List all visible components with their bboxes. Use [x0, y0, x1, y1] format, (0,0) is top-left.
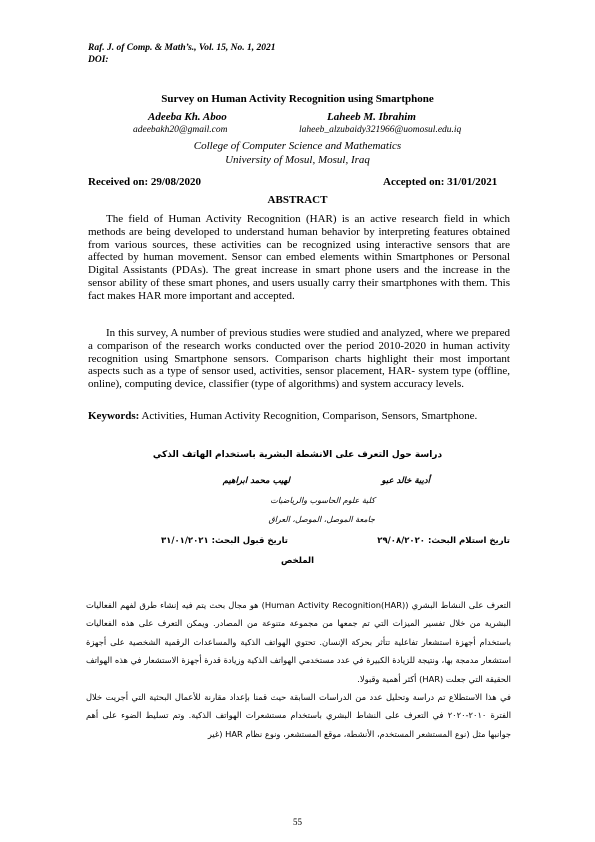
accepted-date: Accepted on: 31/01/2021	[383, 176, 498, 188]
arabic-university: جامعة الموصل، الموصل، العراق	[268, 515, 375, 524]
arabic-received-date: تاريخ استلام البحث: ٢٩/٠٨/٢٠٢٠	[377, 536, 510, 546]
author-2-email[interactable]: laheeb_alzubaidy321966@uomosul.edu.iq	[299, 125, 462, 135]
abstract-heading: ABSTRACT	[267, 194, 328, 206]
arabic-paragraph-2: في هذا الاستطلاع تم دراسة وتحليل عدد من الدراسات السابقة حيث قمنا بإعداد مقارنة للأعمال البحثية التي أجريت خلال الفترة ٢٠١٠-٢٠٢٠ في التعرف على النشاط البشري باستخدام مستشعرات الهواتف الذكية. وتم تسليط الضوء على أهم جوانبها مثل (نوع المستشعر المستخدم، الأنشطة، موقع المستشعر، ونوع نظام HAR (غير	[86, 692, 511, 739]
arabic-accepted-date: تاريخ قبول البحث: ٣١/٠١/٢٠٢١	[160, 536, 288, 546]
arabic-paragraph-1: التعرف على النشاط البشري (Human Activity Recognition(HAR)) هو مجال بحث يتم فيه إنشاء طرق لفهم الفعاليات البشرية من خلال تفسير الميزات التي تم جمعها من مجموعة متنوعة من المصادر. ويمكن التعرف على هذه الفعاليات باستخدام أجهزة استشعار تفاعلية تتأثر بحركة الإنسان. تحتوي الهواتف الذكية والمساعدات الرقمية الشخصية على أجهزة استشعار مدمجة بها، ونتيجة للزيادة الكبيرة في عدد مستخدمي الهواتف الذكية وزيادة قدرة أجهزة الاستشعار في هذه الهواتف الحقيقة التي جعلت (HAR) أكثر أهمية وقبولا.	[86, 600, 511, 684]
journal-citation: Raf. J. of Comp. & Math’s., Vol. 15, No. 1, 2021	[88, 43, 276, 53]
doi-label: DOI:	[88, 55, 109, 65]
arabic-author-1: أديبة خالد عبو	[381, 476, 430, 486]
journal-header	[88, 42, 275, 66]
arabic-abstract-heading: الملخص	[281, 556, 314, 566]
arabic-author-2: لهيب محمد ابراهيم	[222, 476, 290, 486]
author-1-name: Adeeba Kh. Aboo	[148, 111, 227, 123]
abstract-paragraph-2: In this survey, A number of previous studies were studied and analyzed, where we prepared a comparison of the research works conducted over the period 2010-2020 in human activity recognition using Smartphone sensors. Comparison charts highlight their most important aspects such as a type of sensor used, activities, sensor placement, HAR- system type (offline, online), computing device, classifier (type of algorithms) and system accuracy levels.	[88, 327, 510, 391]
page-number: 55	[293, 817, 302, 827]
college-name: College of Computer Science and Mathematics	[193, 140, 402, 152]
keywords-list: Activities, Human Activity Recognition, Comparison, Sensors, Smartphone.	[141, 410, 478, 422]
arabic-college: كلية علوم الحاسوب والرياضيات	[270, 496, 375, 505]
paper-title: Survey on Human Activity Recognition using Smartphone	[161, 93, 434, 105]
university-name: University of Mosul, Mosul, Iraq	[225, 154, 370, 166]
arabic-title: دراسة حول التعرف على الانشطة البشرية باستخدام الهاتف الذكي	[152, 450, 443, 460]
author-1-email[interactable]: adeebakh20@gmail.com	[133, 125, 228, 135]
abstract-paragraph-1: The field of Human Activity Recognition (HAR) is an active research field in which methods are being developed to understand human behavior by interpreting features obtained from various sources, these activities can be recognized using interactive sensors that are affected by human movement. Sensor can embed elements within Smartphones or Personal Digital Assistants (PDAs). The great increase in smart phone users and the increase in the sensor ability of these smart phones, and users usually carry their smartphones with them. This fact makes HAR more important and accepted.	[88, 213, 510, 302]
author-2-name: Laheeb M. Ibrahim	[327, 111, 416, 123]
keywords-label: Keywords:	[88, 410, 140, 422]
keywords	[88, 410, 510, 423]
received-date: Received on: 29/08/2020	[88, 176, 202, 188]
